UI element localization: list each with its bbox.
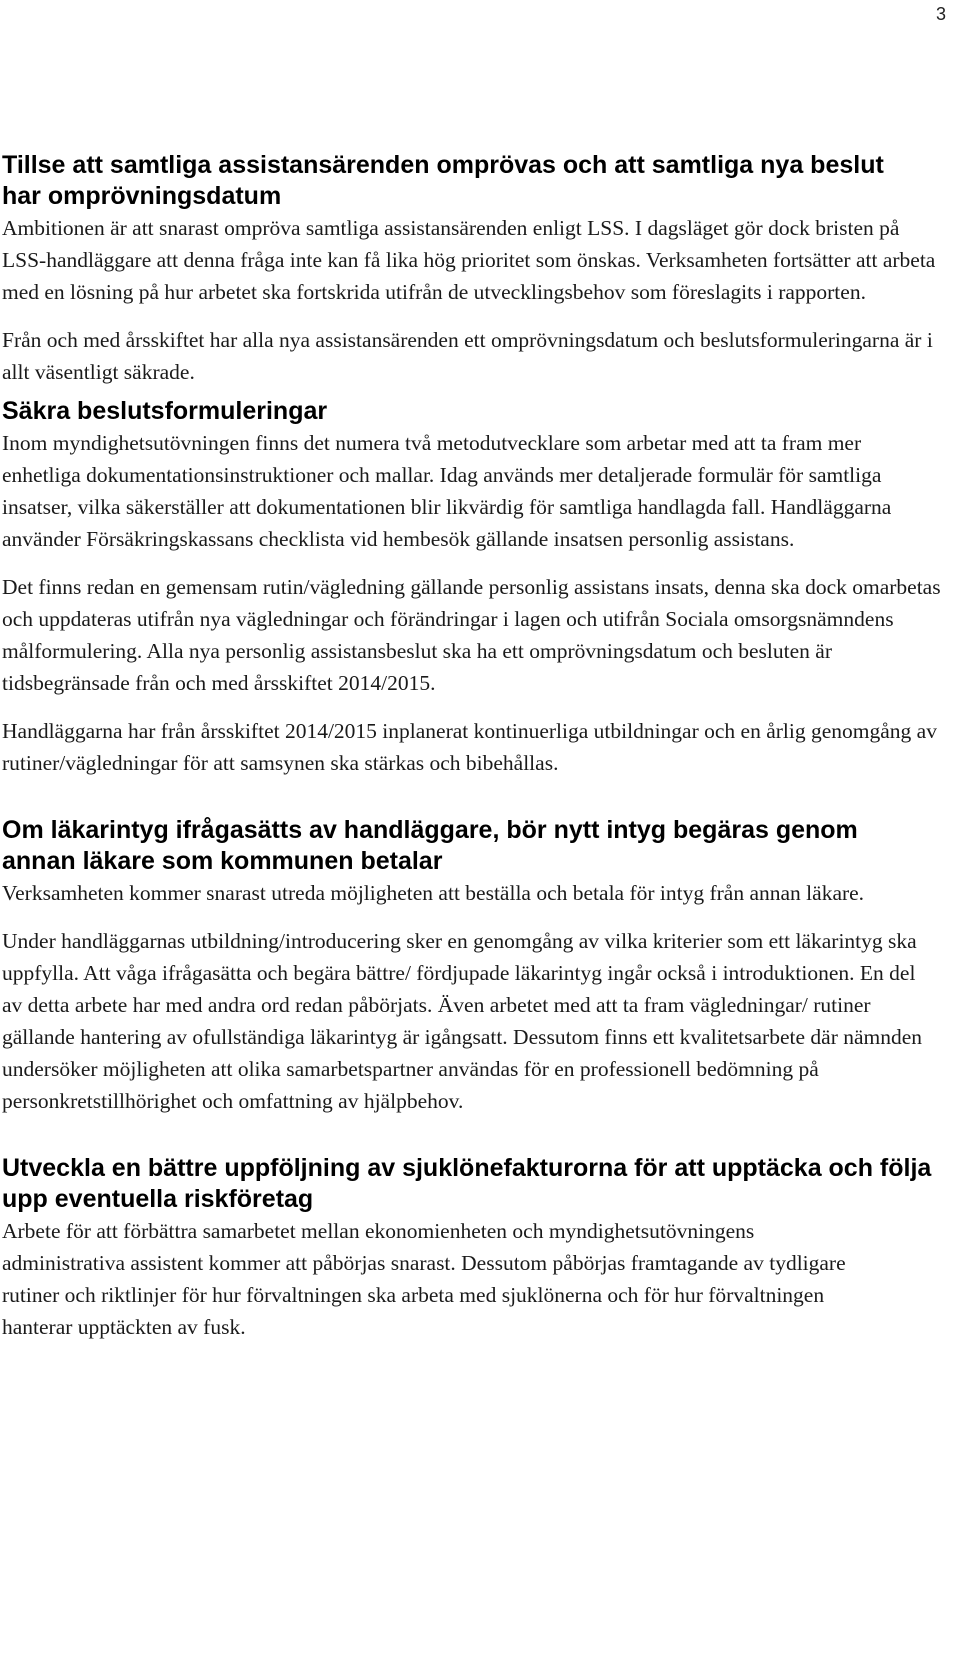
paragraph: Verksamheten kommer snarast utreda möjligheten att beställa och betala för intyg från annan läkare. [2,881,865,905]
page-number: 3 [935,4,946,24]
section-heading-sjuklonefakturor: Utveckla en bättre uppföljning av sjuklönefakturorna för att upptäcka och följa upp eventuella riskföretag [2,1154,932,1213]
section-heading-omprovning: Tillse att samtliga assistansärenden omprövas och att samtliga nya beslut har omprövningsdatum [2,151,884,210]
section-heading-beslutsformuleringar: Säkra beslutsformuleringar [2,397,328,425]
document-body [0,150,950,1343]
paragraph: Under handläggarnas utbildning/introducering sker en genomgång av vilka kriterier som ett läkarintyg ska uppfylla. Att våga ifrågasätta och begära bättre/ fördjupade läkarintyg ingår också i introduktionen. En del av detta arbete har med andra ord redan påbörjats. Även arbetet med att ta fram vägledningar/ rutiner gällande hantering av ofullständiga läkarintyg är igångsatt. Dessutom finns ett kvalitetsarbete där nämnden undersöker möjligheten att olika samarbetspartner användas för en professionell bedömning på personkretstillhörighet och omfattning av hjälpbehov. [2,929,923,1113]
paragraph: Från och med årsskiftet har alla nya assistansärenden ett omprövningsdatum och beslutsformuleringarna är i allt väsentligt säkrade. [2,328,933,384]
paragraph: Det finns redan en gemensam rutin/vägledning gällande personlig assistans insats, denna ska dock omarbetas och uppdateras utifrån nya vägledningar och förändringar i lagen och utifrån Sociala omsorgsnämndens målformulering. Alla nya personlig assistansbeslut ska ha ett omprövningsdatum och besluten är tidsbegränsade från och med årsskiftet 2014/2015. [2,575,941,695]
paragraph: Inom myndighetsutövningen finns det numera två metodutvecklare som arbetar med att ta fram mer enhetliga dokumentationsinstruktioner och mallar. Idag används mer detaljerade formulär för samtliga insatser, vilka säkerställer att dokumentationen blir likvärdig för samtliga handlagda fall. Handläggarna använder Försäkringskassans checklista vid hembesök gällande insatsen personlig assistans. [2,431,892,551]
paragraph: Arbete för att förbättra samarbetet mellan ekonomienheten och myndighetsutövningens administrativa assistent kommer att påbörjas snarast. Dessutom påbörjas framtagande av tydligare rutiner och riktlinjer för hur förvaltningen ska arbeta med sjuklönerna och för hur förvaltningen hanterar upptäckten av fusk. [2,1219,846,1339]
paragraph: Handläggarna har från årsskiftet 2014/2015 inplanerat kontinuerliga utbildningar och en årlig genomgång av rutiner/vägledningar för att samsynen ska stärkas och bibehållas. [2,719,937,775]
section-heading-lakarintyg: Om läkarintyg ifrågasätts av handläggare, bör nytt intyg begäras genom annan läkare som kommunen betalar [2,816,858,875]
paragraph: Ambitionen är att snarast ompröva samtliga assistansärenden enligt LSS. I dagsläget gör dock bristen på LSS-handläggare att denna fråga inte kan få lika hög prioritet som önskas. Verksamheten fortsätter att arbeta med en lösning på hur arbetet ska fortskrida utifrån de utvecklingsbehov som föreslagits i rapporten. [2,216,936,304]
